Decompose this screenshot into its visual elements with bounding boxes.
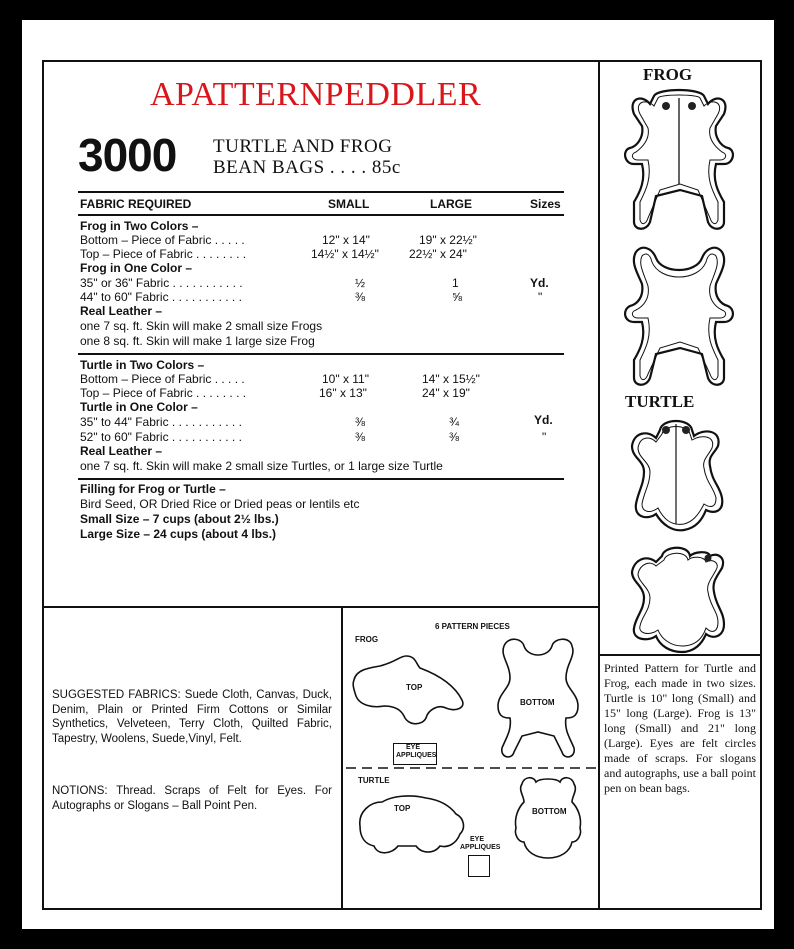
filling-large: Large Size – 24 cups (about 4 lbs.) [80, 527, 277, 541]
filling-small: Small Size – 7 cups (about 2½ lbs.) [80, 512, 279, 526]
frog-two-colors: Frog in Two Colors – [80, 219, 199, 233]
pieces-divider [346, 766, 596, 770]
turtle-top-piece-label: TOP [394, 804, 411, 813]
filling-line1: Bird Seed, OR Dried Rice or Dried peas or lentils etc [80, 497, 360, 511]
turtle-two-colors: Turtle in Two Colors – [80, 358, 205, 372]
turtle-bottom-piece-label: BOTTOM [532, 807, 567, 816]
frog-top-illustration [616, 84, 742, 234]
turtle-35-label: 35" to 44" Fabric . . . . . . . . . . . [80, 415, 242, 429]
turtle-top-large: 24" x 19" [422, 386, 470, 400]
turtle-52-large: ⅜ [449, 430, 460, 444]
frog-one-color: Frog in One Color – [80, 261, 193, 275]
turtle-eye-applique-box [468, 855, 490, 877]
pattern-description: Printed Pattern for Turtle and Frog, each made in two sizes. Turtle is 10" long (Small) and 15" long (Large). Frog is 13" long (Small) and 21" long (Large). Eyes are felt circles made of scraps. For slogans and autographs, use a ball point pen on bean bags. [604, 661, 756, 795]
frog-top-piece-label: TOP [406, 683, 423, 692]
frog-top-label: Top – Piece of Fabric . . . . . . . . [80, 247, 247, 261]
header-small: SMALL [328, 197, 370, 211]
frog-bottom-small: 12" x 14" [322, 233, 370, 247]
turtle-leather-text: one 7 sq. ft. Skin will make 2 small size Turtles, or 1 large size Turtle [80, 459, 443, 473]
notions: NOTIONS: Thread. Scraps of Felt for Eyes. For Autographs or Slogans – Ball Point Pen. [52, 785, 332, 812]
pieces-heading: 6 PATTERN PIECES [435, 622, 510, 631]
turtle-35-unit: Yd. [534, 413, 553, 427]
turtle-52-label: 52" to 60" Fabric . . . . . . . . . . . [80, 430, 242, 444]
turtle-35-large: ¾ [449, 415, 460, 429]
frog-bottom-piece-label: BOTTOM [520, 698, 555, 707]
frog-bottom-large: 19" x 22½" [419, 233, 477, 247]
frog-section-rule [78, 353, 564, 355]
frog-44-unit: " [538, 290, 543, 304]
header-sizes: Sizes [530, 197, 561, 211]
suggested-fabrics: SUGGESTED FABRICS: Suede Cloth, Canvas, Duck, Denim, Plain or Printed Firm Cottons or Similar Synthetics, Velveteen, Terry Cloth, Quilted Fabric, Tapestry, Woolens, Suede,Vinyl, Felt. [52, 689, 332, 745]
frog-35-small: ½ [355, 276, 366, 290]
frog-44-label: 44" to 60" Fabric . . . . . . . . . . . [80, 290, 242, 304]
turtle-leather: Real Leather – [80, 444, 163, 458]
turtle-top-small: 16" x 13" [319, 386, 367, 400]
header-large: LARGE [430, 197, 472, 211]
turtle-52-unit: " [542, 430, 547, 444]
frog-eye-line1: EYE [406, 744, 421, 751]
table-header-rule [78, 214, 564, 216]
turtle-35-small: ⅜ [355, 415, 366, 429]
turtle-eye-line2: APPLIQUES [460, 844, 501, 851]
frog-35-unit: Yd. [530, 276, 549, 290]
turtle-bottom-piece [508, 772, 588, 868]
filling-heading: Filling for Frog or Turtle – [80, 482, 226, 496]
frog-bottom-label: Bottom – Piece of Fabric . . . . . [80, 233, 245, 247]
frog-35-large: 1 [452, 276, 459, 290]
turtle-top-illustration [618, 416, 738, 538]
frog-44-large: ⅝ [452, 290, 463, 304]
turtle-eye-line1: EYE [470, 836, 485, 843]
pieces-frog-label: FROG [355, 635, 379, 644]
frog-top-large: 22½" x 24" [409, 247, 467, 261]
frog-leather-small: one 7 sq. ft. Skin will make 2 small size Frogs [80, 319, 323, 333]
turtle-top-piece [352, 786, 472, 860]
turtle-bottom-small: 10" x 11" [322, 372, 369, 386]
brand-name: APATTERNPEDDLER [150, 76, 482, 113]
frog-leather-large: one 8 sq. ft. Skin will make 1 large size Frog [80, 334, 315, 348]
turtle-bottom-label: Bottom – Piece of Fabric . . . . . [80, 372, 245, 386]
turtle-one-color: Turtle in One Color – [80, 400, 198, 414]
frog-bottom-illustration [616, 240, 742, 390]
frog-35-label: 35" or 36" Fabric . . . . . . . . . . . [80, 276, 243, 290]
frog-top-small: 14½" x 14½" [311, 247, 379, 261]
pieces-turtle-label: TURTLE [358, 776, 390, 785]
table-top-rule [78, 191, 564, 193]
bottom-left-frame [42, 606, 343, 910]
frog-leather: Real Leather – [80, 304, 163, 318]
pattern-number: 3000 [78, 129, 177, 181]
turtle-bottom-large: 14" x 15½" [422, 372, 480, 386]
turtle-bottom-illustration [618, 542, 738, 664]
side-label-frog: FROG [643, 65, 693, 84]
header-fabric: FABRIC REQUIRED [80, 197, 192, 211]
turtle-section-rule [78, 478, 564, 480]
pattern-title-line2: BEAN BAGS . . . . 85c [213, 157, 401, 178]
pattern-title-line1: TURTLE AND FROG [213, 136, 393, 157]
pattern-envelope [22, 20, 774, 929]
frog-eye-line2: APPLIQUES [396, 752, 437, 759]
turtle-top-label: Top – Piece of Fabric . . . . . . . . [80, 386, 247, 400]
side-label-turtle: TURTLE [625, 392, 695, 411]
turtle-52-small: ⅜ [355, 430, 366, 444]
frog-44-small: ⅜ [355, 290, 366, 304]
